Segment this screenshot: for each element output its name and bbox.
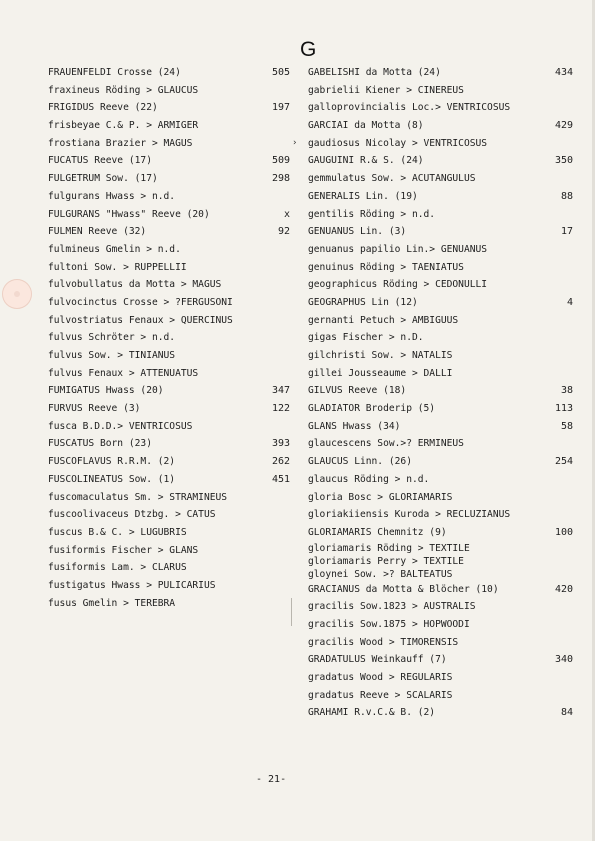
punch-hole <box>2 279 32 309</box>
entry-name: gradatus Reeve > SCALARIS <box>308 689 453 701</box>
index-entry <box>308 170 573 188</box>
index-entry <box>48 559 290 577</box>
entry-name: FRAUENFELDI Crosse (24) <box>48 67 181 78</box>
entry-name: geographicus Röding > CEDONULLI <box>308 279 488 291</box>
entry-name: fusiformis Fischer > GLANS <box>48 544 199 556</box>
entry-page-number: 113 <box>554 403 573 415</box>
entry-page-number: 17 <box>560 226 573 238</box>
entry-name: GRADATULUS Weinkauff (7) <box>308 654 447 666</box>
index-entry <box>48 223 290 241</box>
index-entry <box>48 152 290 170</box>
index-entry <box>48 347 290 365</box>
index-entry <box>308 616 573 634</box>
entry-name: gilchristi Sow. > NATALIS <box>308 350 453 361</box>
index-entry <box>48 400 290 418</box>
index-entry <box>48 312 290 330</box>
entry-name: fulgurans Hwass > n.d. <box>48 190 176 202</box>
entry-name: fultoni Sow. > RUPPELLII <box>48 261 187 273</box>
index-entry <box>48 206 290 224</box>
entry-name: gloriakiiensis Kuroda > RECLUZIANUS <box>308 509 511 521</box>
right-index-column <box>292 64 573 722</box>
entry-name: glaucescens Sow.>? ERMINEUS <box>308 438 464 450</box>
index-entry <box>308 152 573 170</box>
entry-name: GENUANUS Lin. (3) <box>308 226 407 238</box>
entry-page-number: 58 <box>560 420 573 432</box>
entry-name: gloria Bosc > GLORIAMARIS <box>308 491 453 503</box>
index-entry <box>48 435 290 453</box>
index-entry <box>308 259 573 277</box>
index-entry <box>308 347 573 365</box>
index-entry <box>308 117 573 135</box>
index-entry <box>48 294 290 312</box>
entry-name: gillei Jousseaume > DALLI <box>308 367 453 379</box>
index-entry <box>308 241 573 259</box>
entry-name: FUMIGATUS Hwass (20) <box>48 385 164 397</box>
entry-name: FUSCOLINEATUS Sow. (1) <box>48 473 176 485</box>
index-entry <box>308 99 573 117</box>
index-entry <box>308 669 573 687</box>
entry-name: frisbeyae C.& P. > ARMIGER <box>48 120 199 132</box>
index-entry <box>48 577 290 595</box>
entry-name: gloriamaris Röding > TEXTILE <box>308 542 470 554</box>
entry-name: fulvostriatus Fenaux > QUERCINUS <box>48 314 233 326</box>
index-entry <box>308 555 573 568</box>
index-entry <box>308 312 573 330</box>
entry-name: genuinus Röding > TAENIATUS <box>308 261 464 273</box>
index-entry <box>308 634 573 652</box>
index-entry <box>308 542 573 555</box>
index-entry <box>48 382 290 400</box>
entry-page-number: 434 <box>554 67 573 78</box>
entry-page-number: 451 <box>271 473 290 485</box>
index-entry <box>308 651 573 669</box>
index-entry <box>308 471 573 489</box>
entry-name: gloynei Sow. >? BALTEATUS <box>308 568 453 580</box>
index-entry <box>308 64 573 82</box>
entry-page-number: 340 <box>554 654 573 666</box>
index-entry <box>48 489 290 507</box>
entry-name: fulvus Sow. > TINIANUS <box>48 350 176 361</box>
index-entry <box>308 382 573 400</box>
entry-name: FRIGIDUS Reeve (22) <box>48 102 158 114</box>
entry-page-number: 84 <box>560 707 573 719</box>
index-entry <box>308 581 573 599</box>
entry-page-number: 100 <box>554 526 573 538</box>
index-entry <box>48 329 290 347</box>
index-entry <box>308 223 573 241</box>
entry-name: GENERALIS Lin. (19) <box>308 190 418 202</box>
entry-name: glaucus Röding > n.d. <box>308 473 430 485</box>
entry-page-number: 347 <box>271 385 290 397</box>
entry-name: fusiformis Lam. > CLARUS <box>48 562 187 574</box>
entry-name: fulvus Schröter > n.d. <box>48 332 176 344</box>
page-number-footer: - 21- <box>256 774 287 785</box>
entry-name: fuscoolivaceus Dtzbg. > CATUS <box>48 509 216 521</box>
entry-name: GARCIAI da Motta (8) <box>308 120 424 132</box>
index-entry <box>308 329 573 347</box>
index-entry <box>48 276 290 294</box>
index-entry <box>308 598 573 616</box>
entry-name: gradatus Wood > REGULARIS <box>308 672 453 683</box>
index-entry <box>48 453 290 471</box>
index-entry <box>308 435 573 453</box>
index-entry <box>308 188 573 206</box>
entry-name: gracilis Sow.1823 > AUSTRALIS <box>308 601 476 613</box>
index-entry <box>308 365 573 383</box>
entry-name: gabrielii Kiener > CINEREUS <box>308 84 464 96</box>
entry-name: fustigatus Hwass > PULICARIUS <box>48 579 216 591</box>
entry-page-number: 88 <box>560 190 573 202</box>
entry-page-number: 393 <box>271 438 290 450</box>
entry-name: gloriamaris Perry > TEXTILE <box>308 555 464 567</box>
margin-arrow-icon: › <box>292 137 298 148</box>
entry-name: GEOGRAPHUS Lin (12) <box>308 296 418 308</box>
entry-name: FUCATUS Reeve (17) <box>48 155 152 167</box>
section-letter: G <box>300 38 317 61</box>
entry-name: FULMEN Reeve (32) <box>48 226 147 238</box>
entry-page-number: 254 <box>554 456 573 468</box>
index-entry <box>308 489 573 507</box>
entry-name: gemmulatus Sow. > ACUTANGULUS <box>308 173 476 185</box>
entry-page-number: 298 <box>271 173 290 185</box>
index-entry <box>48 595 290 613</box>
index-entry <box>48 188 290 206</box>
index-entry <box>48 542 290 560</box>
entry-page-number: 92 <box>277 226 290 238</box>
entry-name: frostiana Brazier > MAGUS <box>48 137 193 149</box>
entry-page-number: 38 <box>560 385 573 397</box>
left-index-column <box>48 64 290 612</box>
entry-page-number: 350 <box>554 155 573 167</box>
entry-name: GRAHAMI R.v.C.& B. (2) <box>308 707 436 719</box>
entry-name: gaudiosus Nicolay > VENTRICOSUS <box>308 137 488 149</box>
entry-page-number: 262 <box>271 456 290 468</box>
entry-name: gracilis Wood > TIMORENSIS <box>308 636 459 648</box>
entry-name: GILVUS Reeve (18) <box>308 385 407 397</box>
entry-name: GRACIANUS da Motta & Blöcher (10) <box>308 583 499 595</box>
index-entry <box>48 241 290 259</box>
entry-name: galloprovincialis Loc.> VENTRICOSUS <box>308 102 511 114</box>
index-entry <box>308 704 573 722</box>
index-entry <box>48 64 290 82</box>
entry-name: fusca B.D.D.> VENTRICOSUS <box>48 420 193 432</box>
index-entry <box>308 400 573 418</box>
index-entry <box>48 99 290 117</box>
entry-name: fulvocinctus Crosse > ?FERGUSONI <box>48 296 233 308</box>
margin-mark <box>291 598 292 626</box>
index-entry <box>48 170 290 188</box>
index-entry <box>308 568 573 581</box>
index-entry <box>48 418 290 436</box>
entry-name: GLORIAMARIS Chemnitz (9) <box>308 526 447 538</box>
index-entry <box>48 259 290 277</box>
index-entry <box>48 135 290 153</box>
index-entry <box>308 82 573 100</box>
entry-page-number: 509 <box>271 155 290 167</box>
entry-name: fulvus Fenaux > ATTENUATUS <box>48 367 199 379</box>
index-entry <box>48 506 290 524</box>
entry-name: genuanus papilio Lin.> GENUANUS <box>308 243 488 255</box>
entry-page-number: 505 <box>271 67 290 78</box>
entry-name: fulvobullatus da Motta > MAGUS <box>48 279 222 291</box>
index-entry <box>308 276 573 294</box>
index-entry <box>48 117 290 135</box>
index-entry <box>308 506 573 524</box>
entry-name: gernanti Petuch > AMBIGUUS <box>308 314 459 326</box>
entry-name: fuscus B.& C. > LUGUBRIS <box>48 526 187 538</box>
entry-page-number: 429 <box>554 120 573 132</box>
entry-name: FUSCATUS Born (23) <box>48 438 152 450</box>
entry-name: gigas Fischer > n.D. <box>308 332 424 344</box>
index-entry <box>308 524 573 542</box>
entry-name: fusus Gmelin > TEREBRA <box>48 597 176 609</box>
index-entry <box>48 82 290 100</box>
index-entry <box>48 365 290 383</box>
entry-page-number: 4 <box>566 296 573 308</box>
index-entry <box>308 453 573 471</box>
index-entry <box>48 471 290 489</box>
index-entry <box>308 294 573 312</box>
entry-name: FULGURANS "Hwass" Reeve (20) <box>48 208 210 220</box>
entry-name: gentilis Röding > n.d. <box>308 208 436 220</box>
entry-name: fulmineus Gmelin > n.d. <box>48 243 181 255</box>
entry-name: gracilis Sow.1875 > HOPWOODI <box>308 618 470 630</box>
entry-page-number: 197 <box>271 102 290 114</box>
entry-page-number: 420 <box>554 583 573 595</box>
entry-name: fraxineus Röding > GLAUCUS <box>48 84 199 96</box>
entry-name: GAUGUINI R.& S. (24) <box>308 155 424 167</box>
index-entry <box>292 135 573 153</box>
entry-name: FURVUS Reeve (3) <box>48 403 141 415</box>
index-entry <box>308 206 573 224</box>
entry-page-number: x <box>283 208 290 220</box>
entry-name: GABELISHI da Motta (24) <box>308 67 441 78</box>
entry-name: FULGETRUM Sow. (17) <box>48 173 158 185</box>
entry-name: GLANS Hwass (34) <box>308 420 401 432</box>
entry-name: FUSCOFLAVUS R.R.M. (2) <box>48 456 176 468</box>
index-entry <box>308 418 573 436</box>
entry-page-number: 122 <box>271 403 290 415</box>
entry-name: GLAUCUS Linn. (26) <box>308 456 412 468</box>
index-entry <box>308 687 573 705</box>
entry-name: fuscomaculatus Sm. > STRAMINEUS <box>48 491 228 503</box>
index-entry <box>48 524 290 542</box>
entry-name: GLADIATOR Broderip (5) <box>308 403 436 415</box>
